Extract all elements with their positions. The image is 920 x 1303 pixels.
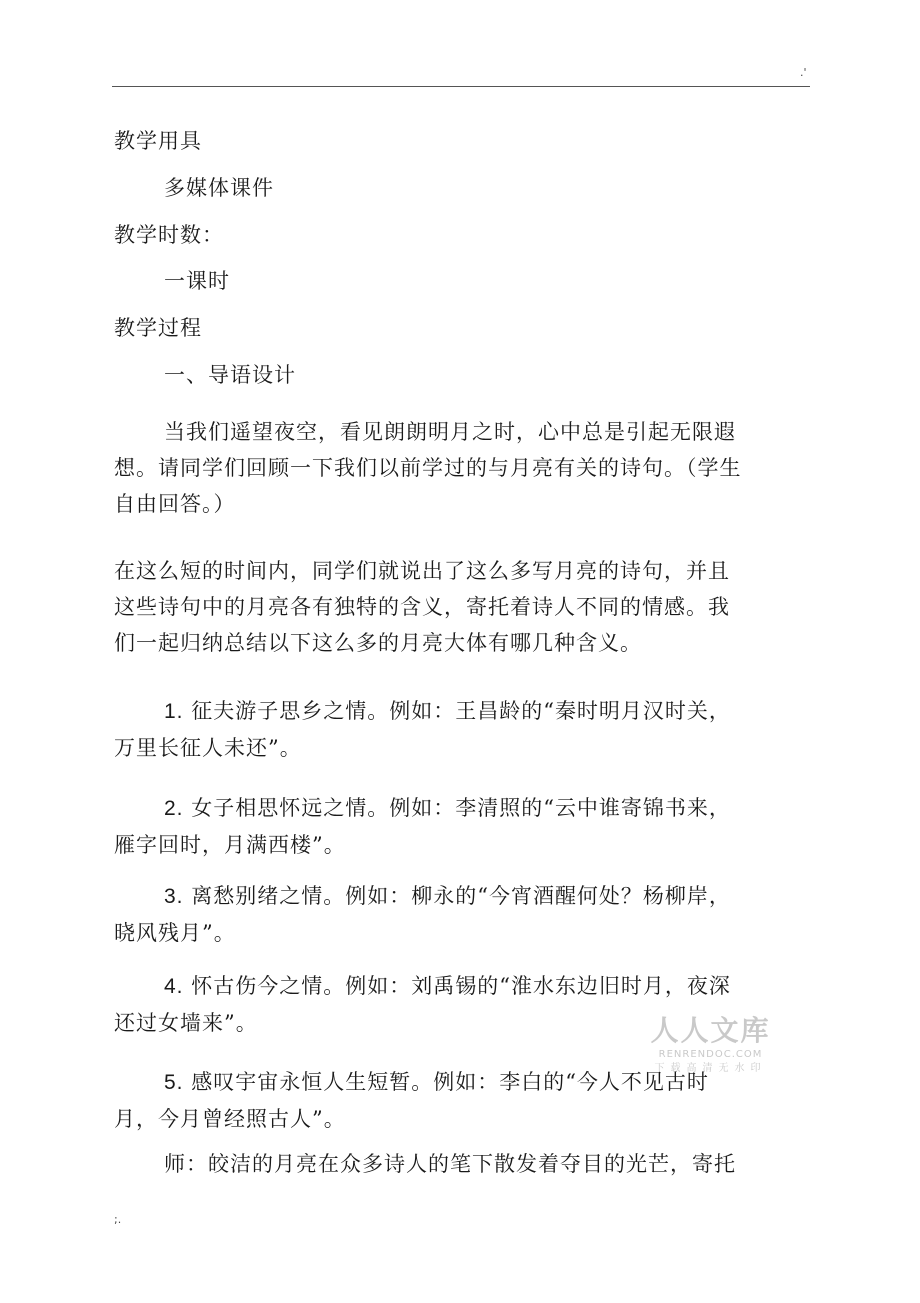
list-item <box>114 693 744 766</box>
item-text: 感叹宇宙永恒人生短暂。例如：李白的“今人不见古时月，今月曾经照古人”。 <box>114 1070 709 1131</box>
item-number: 2. <box>164 797 184 820</box>
summary-paragraph: 在这么短的时间内，同学们就说出了这么多写月亮的诗句，并且这些诗句中的月亮各有独特的含义，寄托着诗人不同的情感。我们一起归纳总结以下这么多的月亮大体有哪几种含义。 <box>114 559 730 655</box>
watermark-brand: 人人文库 <box>650 1014 771 1047</box>
list-item <box>114 878 744 951</box>
item-number: 4. <box>164 975 184 998</box>
item-text: 征夫游子思乡之情。例如：王昌龄的“秦时明月汉时关，万里长征人未还”。 <box>114 699 731 760</box>
item-number: 5. <box>164 1071 184 1094</box>
watermark-url: RENRENDOC.COM <box>658 1049 763 1060</box>
tools-heading: 教学用具 <box>114 129 202 153</box>
process-heading: 教学过程 <box>114 316 202 340</box>
hours-heading: 教学时数： <box>114 223 224 247</box>
item-text: 离愁别绪之情。例如：柳永的“今宵酒醒何处？杨柳岸，晓风残月”。 <box>114 884 731 945</box>
item-text: 女子相思怀远之情。例如：李清照的“云中谁寄锦书来，雁字回时，月满西楼”。 <box>114 796 731 857</box>
footer-mark: ;. <box>114 1213 122 1226</box>
header-rule <box>112 86 810 87</box>
header-mark: .' <box>800 66 807 79</box>
intro-paragraph: 当我们遥望夜空，看见朗朗明月之时，心中总是引起无限遐想。请同学们回顾一下我们以前学过的与月亮有关的诗句。（学生自由回答。） <box>114 420 742 516</box>
item-number: 3. <box>164 885 184 908</box>
tools-value: 多媒体课件 <box>164 176 274 200</box>
hours-value: 一课时 <box>164 269 230 293</box>
item-number: 1. <box>164 700 184 723</box>
watermark-sub: 下载高清无水印 <box>654 1063 767 1074</box>
item-text: 怀古伤今之情。例如：刘禹锡的“淮水东边旧时月，夜深还过女墙来”。 <box>114 974 731 1035</box>
teacher-paragraph: 师：皎洁的月亮在众多诗人的笔下散发着夺目的光芒，寄托 <box>164 1152 736 1176</box>
list-item <box>114 790 744 863</box>
watermark-logo <box>648 1014 773 1076</box>
part1-heading: 一、导语设计 <box>164 363 296 387</box>
